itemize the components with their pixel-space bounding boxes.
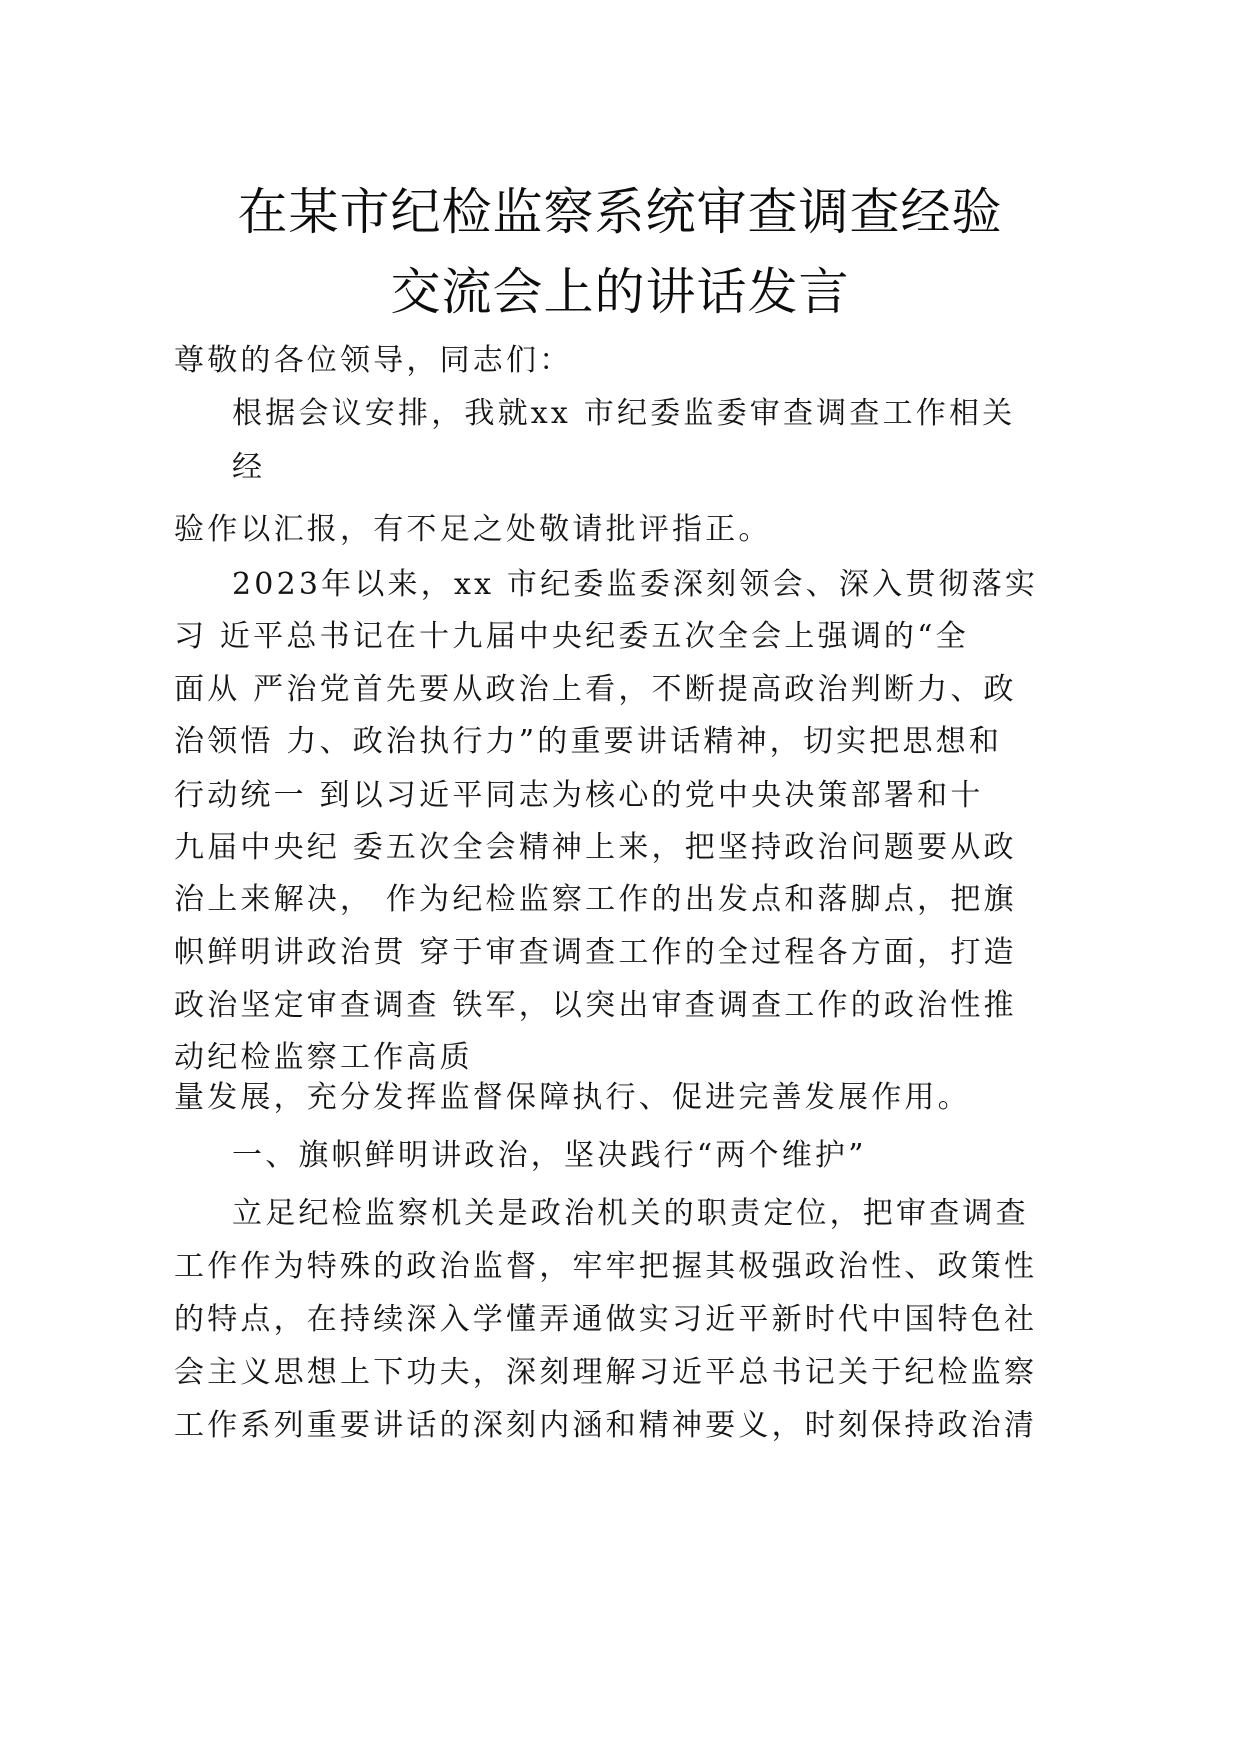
- body-line: 立足纪检监察机关是政治机关的职责定位，把审查调查: [232, 1196, 1029, 1231]
- body-line: 经: [232, 450, 266, 485]
- body-line: 量发展，充分发挥监督保障执行、促进完善发展作用。: [174, 1080, 971, 1115]
- body-line: 工作作为特殊的政治监督，牢牢把握其极强政治性、政策性: [174, 1249, 1038, 1284]
- body-line: 治上来解决， 作为纪检监察工作的出发点和落脚点，把旗: [174, 882, 1017, 917]
- body-line: 面从 严治党首先要从政治上看，不断提高政治判断力、政: [174, 672, 1017, 707]
- body-line: 根据会议安排，我就xx 市纪委监委审查调查工作相关: [232, 396, 1016, 431]
- body-line: 动纪检监察工作高质: [174, 1040, 473, 1075]
- body-line: 2023年以来，xx 市纪委监委深刻领会、深入贯彻落实: [232, 567, 1039, 602]
- body-line: 习 近平总书记在十九届中央纪委五次全会上强调的“全: [174, 619, 969, 654]
- body-line: 九届中央纪 委五次全会精神上来，把坚持政治问题要从政: [174, 830, 1017, 865]
- body-line: 行动统一 到以习近平同志为核心的党中央决策部署和十: [174, 778, 984, 813]
- section-heading: 一、旗帜鲜明讲政治，坚决践行“两个维护”: [232, 1138, 867, 1173]
- body-line: 的特点，在持续深入学懂弄通做实习近平新时代中国特色社: [174, 1302, 1038, 1337]
- body-line: 治领悟 力、政治执行力”的重要讲话精神，切实把思想和: [174, 724, 1003, 759]
- body-line: 政治坚定审查调查 铁军，以突出审查调查工作的政治性推: [174, 988, 1017, 1023]
- salutation: 尊敬的各位领导，同志们：: [174, 343, 573, 378]
- body-line: 工作系列重要讲话的深刻内涵和精神要义，时刻保持政治清: [174, 1408, 1038, 1443]
- document-title-line-1: 在某市纪检监察系统审查调查经验: [237, 183, 1003, 241]
- document-title-line-2: 交流会上的讲话发言: [390, 263, 850, 321]
- body-line: 会主义思想上下功夫，深刻理解习近平总书记关于纪检监察: [174, 1355, 1038, 1390]
- body-line: 验作以汇报，有不足之处敬请批评指正。: [174, 512, 772, 547]
- body-line: 帜鲜明讲政治贯 穿于审查调查工作的全过程各方面，打造: [174, 935, 1017, 970]
